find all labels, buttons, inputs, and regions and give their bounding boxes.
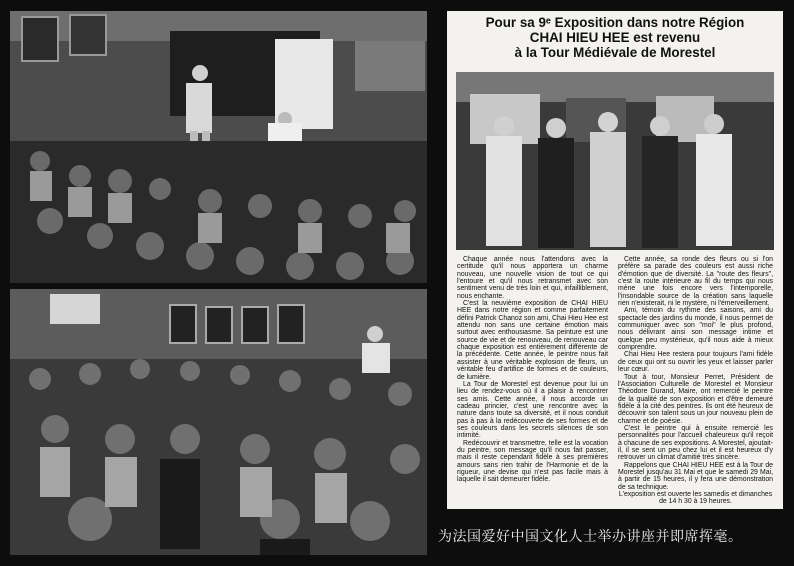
headline-line-2: CHAI HIEU HEE est revenu xyxy=(529,30,701,45)
group-portrait xyxy=(456,72,774,250)
article-column-right xyxy=(618,256,773,506)
exhibition-hours: L'exposition est ouverte les samedis et dimanches de 14 h 30 à 19 heures. xyxy=(618,491,773,506)
article-headline xyxy=(447,11,783,60)
article-paragraph: Cette année, sa ronde des fleurs ou si l'on préfère sa parade des couleurs est aussi riche d'émotion que de diversité. La "route des fleurs", c'est la route intérieure au fil du temps qui nous mène une fois encore vers l'intemporelle, l'insondable source de la création sans laquelle rien n'existerait, ni le mystère, ni l'émerveillement. xyxy=(618,256,773,308)
article-paragraph: Rappelons que CHAI HIEU HEE est à la Tour de Morestel jusqu'au 31 Mai et que le samedi 29 Mai, à partir de 15 heures, il y fera une démonstration de sa technique. xyxy=(618,461,773,491)
news-group-photo xyxy=(456,72,774,250)
article-paragraph: Redécouvrir et transmettre, telle est la vocation du peintre, son message qu'il nous fait passer, mais il reste cependant fidèle à ses premières amours sans rien trahir de l'Harmonie et de la rigueur, une devise qui n'est pas facile mais à laquelle il sait demeurer fidèle. xyxy=(457,439,608,484)
article-paragraph: Ami, témoin du rythme des saisons, ami du spectacle des jardins du monde, il nous permet de communiquer avec son "moi" le plus profond, nous délivrant ainsi son message intime et quelque peu mystérieux, qu'il nous aide à mieux comprendre. xyxy=(618,307,773,352)
article-paragraph: La Tour de Morestel est devenue pour lui un lieu de rendez-vous où il a plaisir à rencontrer ses amis. Cette année, il nous accorde un cadeau princier, c'est une rencontre avec la nature dans toute sa diversité, et il nous conduit pas à pas à la redécouverte de ses formes et de ses couleurs dans les secrets silences de son intimité. xyxy=(457,380,608,440)
article-paragraph: Chaque année nous l'attendons avec la certitude qu'il nous apportera un charme nouveau, une nouvelle vision de tout ce qui l'entoure et qu'il nous retransmet avec son sentiment venu de très loin et qui, infailliblement, nous enchante. xyxy=(457,256,608,300)
newspaper-clipping xyxy=(447,11,783,509)
article-paragraph: Tout à tour, Monsieur Perret, Président de l'Association Culturelle de Morestel et Monsieur Théodore Durand, Maire, ont remercié le peintre de la qualité de son exposition et d'être demeuré fidèle à la cité des peintres. Ils ont été heureux de découvrir son talent sous un jour nouveau plein de charme et de poésie. xyxy=(618,373,773,425)
article-paragraph: Chai Hieu Hee restera pour toujours l'ami fidèle de ceux qui ont su ouvrir les yeux et laisser parler leur cœur. xyxy=(618,351,773,374)
audience-scene xyxy=(10,289,427,555)
article-column-left xyxy=(457,256,608,484)
chinese-caption: 为法国爱好中国文化人士举办讲座并即席挥毫。 xyxy=(438,529,743,545)
lecture-photo-top xyxy=(10,11,427,283)
article-paragraph: C'est la neuvième exposition de CHAI HIEU HEE dans notre région et comme parfaitement défini Patrick Chanoz son ami, Chai Hieu Hee est attendu non sans une certaine émotion mais surtout avec enthousiasme. Sa peinture est une source de vie et de renouveau, de renouveau car chaque exposition est entièrement différente de la précédente. Cette année, le peintre nous fait assister à une véritable explosion de fleurs, un véritable feu d'artifice de formes et de couleurs, de lumière. xyxy=(457,300,608,381)
headline-line-3: à la Tour Médiévale de Morestel xyxy=(514,45,716,60)
lecture-scene xyxy=(10,11,427,283)
article-paragraph: C'est le peintre qui à ensuite remercié les personnalités pour l'accueil chaleureux qu'il reçoit à chacune de ses expositions. A Morestel, ajoutait-il, il se sent un peu chez lui et il est heureux d'y retrouver un climat d'amitié très sincère. xyxy=(618,424,773,462)
audience-photo-bottom xyxy=(10,289,427,555)
headline-line-1: Pour sa 9ᵉ Exposition dans notre Région xyxy=(485,15,745,30)
